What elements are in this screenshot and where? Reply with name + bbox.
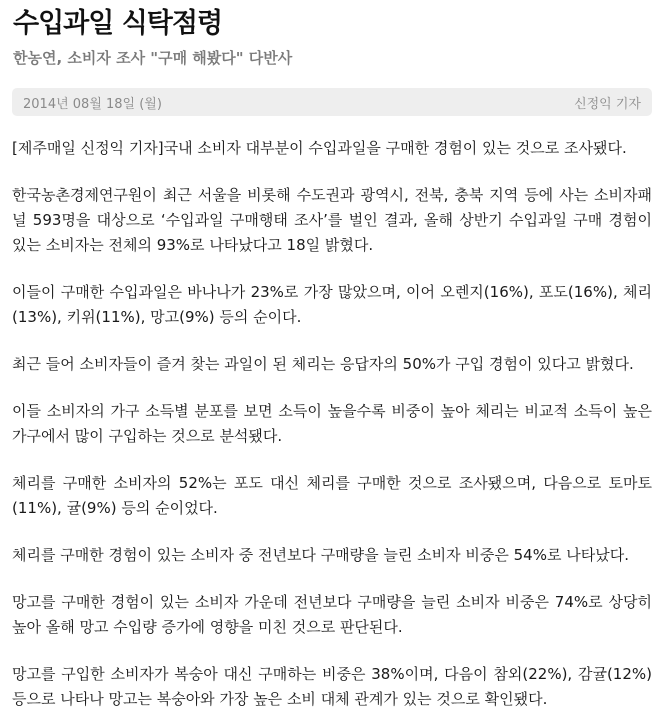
- page-title: 수입과일 식탁점령: [13, 8, 223, 39]
- paragraph: 최근 들어 소비자들이 즐겨 찾는 과일이 된 체리는 응답자의 50%가 구입 경험이 있다고 밝혔다.: [12, 355, 634, 373]
- article-subtitle: 한농연, 소비자 조사 "구매 해봤다" 다반사: [13, 49, 293, 67]
- paragraph: 망고를 구매한 경험이 있는 소비자 가운데 전년보다 구매량을 늘린 소비자 비중은 74%로 상당히 높아 올해 망고 수입량 증가에 영향을 미친 것으로 판단된다.: [12, 593, 652, 636]
- paragraph: 체리를 구매한 경험이 있는 소비자 중 전년보다 구매량을 늘린 소비자 비중은 54%로 나타났다.: [12, 546, 629, 564]
- paragraph: [제주매일 신정익 기자]국내 소비자 대부분이 수입과일을 구매한 경험이 있는 것으로 조사됐다.: [12, 139, 627, 157]
- article-date: 2014년 08월 18일 (월): [23, 96, 162, 112]
- paragraph: 이들이 구매한 수입과일은 바나나가 23%로 가장 많았으며, 이어 오렌지(16%), 포도(16%), 체리(13%), 키위(11%), 망고(9%) 등의 순이다.: [12, 283, 652, 326]
- paragraph: 한국농촌경제연구원이 최근 서울을 비롯해 수도권과 광역시, 전북, 충북 지역 등에 사는 소비자패널 593명을 대상으로 ‘수입과일 구매행태 조사’를 벌인 결과, 올해 상반기 수입과일 구매 경험이 있는 소비자는 전체의 93%로 나타났다고 18일 밝혔다.: [12, 186, 652, 254]
- paragraph: 이들 소비자의 가구 소득별 분포를 보면 소득이 높을수록 비중이 높아 체리는 비교적 소득이 높은 가구에서 많이 구입하는 것으로 분석됐다.: [12, 402, 652, 445]
- article-body: [12, 136, 652, 712]
- meta-bar: [12, 88, 652, 116]
- reporter-name: 신정익 기자: [574, 96, 641, 112]
- paragraph: 체리를 구매한 소비자의 52%는 포도 대신 체리를 구매한 것으로 조사됐으며, 다음으로 토마토(11%), 귤(9%) 등의 순이었다.: [12, 474, 652, 517]
- paragraph: 망고를 구입한 소비자가 복숭아 대신 구매하는 비중은 38%이며, 다음이 참외(22%), 감귤(12%) 등으로 나타나 망고는 복숭아와 가장 높은 소비 대체 관계가 있는 것으로 확인됐다.: [12, 665, 652, 708]
